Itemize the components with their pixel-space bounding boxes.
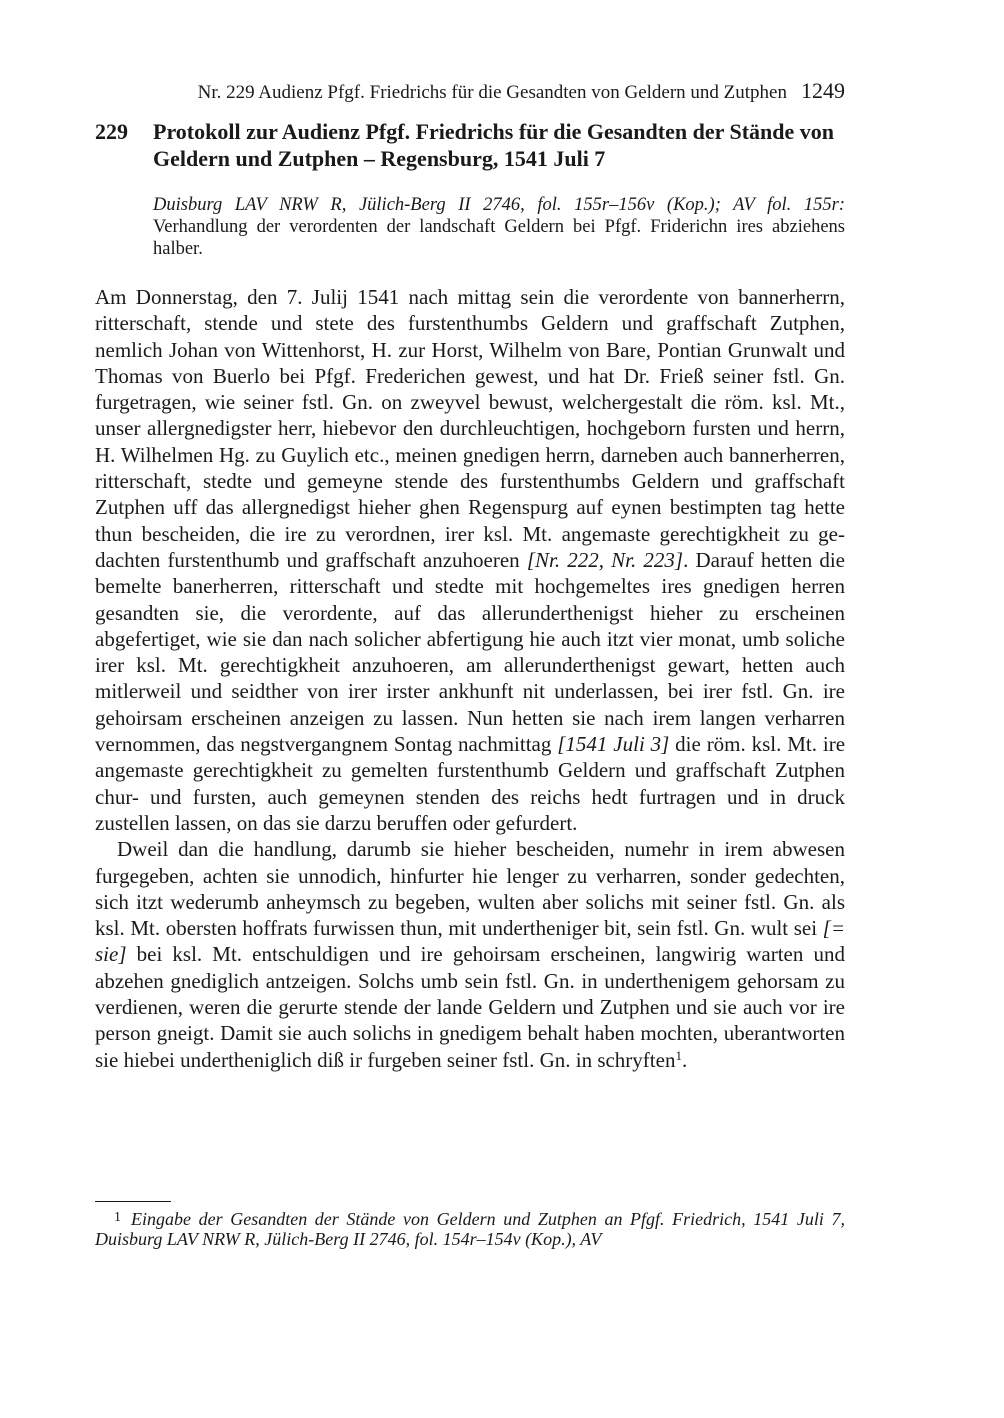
source-archive: Duisburg LAV NRW R, Jülich-Berg II 2746, fol. 155r–156v (Kop.); AV fol. 155r: <box>153 195 845 215</box>
footnote-text: Eingabe der Gesandten der Stände von Geldern und Zutphen an Pfgf. Friedrich, 1541 Juli 7, Duisburg LAV NRW R, Jülich-Berg II 2746, fol. 154r–154v (Kop.), AV <box>95 1209 845 1249</box>
source-note: Verhandlung der verordenten der landschaft Geldern bei Pfgf. Friderichn ires abziehens halber. <box>153 217 845 259</box>
running-head-title: Nr. 229 Audienz Pfgf. Friedrichs für die Gesandten von Geldern und Zutphen <box>197 82 787 103</box>
footnote-number: 1 <box>114 1210 121 1225</box>
source-reference <box>153 194 845 260</box>
document-title: Protokoll zur Audienz Pfgf. Friedrichs für die Gesandten der Stände von Geldern und Zutphen – Regensburg, 1541 Juli 7 <box>153 119 835 171</box>
paragraph-1 <box>95 284 845 836</box>
document-number: 229 <box>95 119 128 144</box>
footnote-1 <box>95 1208 845 1249</box>
p2-text-2: bei ksl. Mt. entschuldigen und ire gehoirsam erscheinen, langwirig warten und abzehen gnediglich antzeigen. Solchs umb sein fstl. Gn. in underthenigem gehorsam zu verdienen, weren die gerurte stende der lande Geldern und Zutphen und sie auch vor ire person gneigt. Damit sie auch solichs in gnedigem behalt haben mochten, uberantworten sie hiebei undertheniglich diß ir furgeben seiner fstl. Gn. in schryften <box>95 942 845 1072</box>
footnote-reference[interactable]: 1 <box>675 1047 682 1063</box>
main-text <box>95 284 845 1073</box>
p2-editorial-ref-1: [= sie] <box>95 916 845 967</box>
p1-text-3: die röm. ksl. Mt. ire angemaste gerechtigkheit zu gemelten furstenthumb Geldern und graffschaft Zutphen chur- und fursten, auch gemeynen stenden des reichs hedt furtragen und in druck zustellen lassen, on das sie darzu beruffen oder gefurdert. <box>95 732 846 835</box>
p1-text-1: Am Donnerstag, den 7. Julij 1541 nach mittag sein die verordente von bannerherrn, ritterschaft, stende und stete des furstenthumbs Geldern und graffschaft Zutphen, nemlich Johan von Wittenhorst, H. zur Horst, Wilhelm von Bare, Pontian Grunwalt und Thomas von Buerlo bei Pfgf. Frederichen gewest, und hat Dr. Frieß seiner fstl. Gn. furgetragen, wie seiner fstl. Gn. on zweyvel bewust, welchergestalt die röm. ksl. Mt., unser allergnedigster herr, hiebevor den durchleuchtigen, hochgeborn fursten und herrn, H. Wilhelmen Hg. zu Guylich etc., meinen gnedigen herrn, darneben auch bannerherren, ritterschaft, stedte und gemeyne stende des furstenthumbs Geldern und graffschaft Zutphen uff das allergnedigst hieher ghen Regenspurg auf eynen bestimpten tag hette thun bescheiden, die ire zu verordnen, irer ksl. Mt. angemaste gerechtigkheit zu gedachten furstenthumb und graffschaft anzuhoeren <box>95 285 845 572</box>
p1-text-2: . Darauf hetten die bemelte banerherren, ritterschaft und stedte mit hochgemeltes ires gnedigen herren gesandten sie, die verordente, auf das allerunderthenigst hieher zu erscheinen abgefertiget, wie sie dan nach solicher abfertigung hie auch itzt vier monat, umb soliche irer ksl. Mt. gerechtigkheit anzuhoeren, am allerunderthenigst gewart, hetten auch mitlerweil und seidther von irer irster ankhunft nit underlassen, bei irer fstl. Gn. ire gehoirsam erscheinen anzeigen zu lassen. Nun hetten sie nach irem langen verharren vernommen, das negstvergangnem Sontag nachmittag <box>95 547 845 757</box>
p2-text-end: . <box>681 1047 688 1072</box>
running-head <box>95 78 845 104</box>
document-heading <box>95 118 845 172</box>
p2-text-1: Dweil dan die handlung, darumb sie hieher bescheiden, numehr in irem abwesen furgegeben, achten sie unnodich, hinfurter hie lenger zu verharren, sonder gedechten, sich itzt wederumb anheymsch zu begeben, wulten aber solichs mit seiner fstl. Gn. als ksl. Mt. obersten hoffrats furwissen thun, mit undertheniger bit, sein fstl. Gn. wult sei <box>95 837 845 941</box>
p1-editorial-ref-2: [1541 Juli 3] <box>557 732 670 757</box>
paragraph-2 <box>95 836 845 1073</box>
footnote-divider <box>95 1201 171 1202</box>
p1-editorial-ref-1: [Nr. 222, Nr. 223] <box>526 547 684 572</box>
page-number: 1249 <box>801 78 845 103</box>
